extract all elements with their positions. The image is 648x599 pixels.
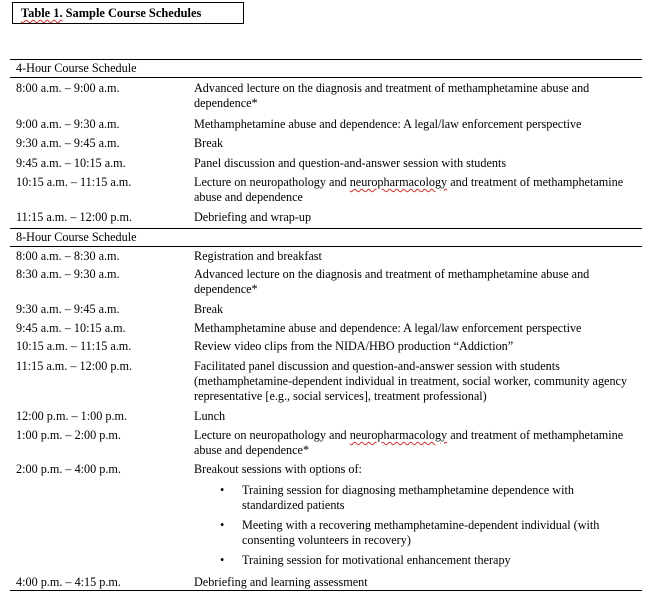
activity-cell: Lunch (194, 409, 226, 423)
schedule-table (10, 59, 642, 590)
section-header-8-hour: 8-Hour Course Schedule (10, 228, 642, 247)
table-row (10, 359, 642, 409)
section-header-4-hour: 4-Hour Course Schedule (10, 59, 642, 78)
activity-text: and treatment of methamphetamine abuse and dependence* (194, 428, 624, 457)
table-row (10, 78, 642, 117)
table-row (10, 339, 642, 359)
activity-cell (194, 175, 642, 210)
time-cell: 8:00 a.m. – 8:30 a.m. (16, 249, 120, 263)
time-cell: 9:30 a.m. – 9:45 a.m. (16, 302, 120, 316)
time-cell: 1:00 p.m. – 2:00 p.m. (16, 428, 121, 442)
activity-cell: Break (194, 302, 224, 316)
table-title: Sample Course Schedules (62, 6, 202, 20)
activity-text: Breakout sessions with options of: (194, 462, 362, 476)
table-bottom-rule (10, 590, 642, 591)
time-cell: 9:00 a.m. – 9:30 a.m. (16, 117, 120, 131)
time-cell: 9:30 a.m. – 9:45 a.m. (16, 136, 120, 150)
list-item: • Meeting with a recovering methamphetamine-dependent individual (with consenting volunteers in recovery) (242, 518, 638, 548)
time-cell: 10:15 a.m. – 11:15 a.m. (16, 339, 132, 353)
activity-cell: Panel discussion and question-and-answer session with students (194, 156, 507, 170)
time-cell: 11:15 a.m. – 12:00 p.m. (16, 210, 133, 224)
table-row (10, 136, 642, 156)
activity-text-flagged: neuropharmacology (349, 175, 448, 189)
breakout-options-list (194, 483, 638, 568)
activity-cell: Methamphetamine abuse and dependence: A legal/law enforcement perspective (194, 117, 582, 131)
activity-cell: Debriefing and learning assessment (194, 575, 368, 589)
activity-cell (194, 462, 642, 575)
activity-cell: Facilitated panel discussion and question-and-answer session with students (methamphetamine-dependent individual in treatment, social worker, community agency representative [e.g., social services], treatment professional) (194, 359, 628, 403)
activity-text: Lecture on neuropathology and (194, 428, 350, 442)
list-item: • Training session for diagnosing methamphetamine dependence with standardized patients (242, 483, 638, 513)
table-row (10, 117, 642, 136)
activity-cell (194, 428, 642, 462)
time-cell: 4:00 p.m. – 4:15 p.m. (16, 575, 121, 589)
activity-cell: Registration and breakfast (194, 249, 322, 263)
list-item: • Training session for motivational enhancement therapy (242, 553, 638, 568)
time-cell: 9:45 a.m. – 10:15 a.m. (16, 321, 126, 335)
time-cell: 8:30 a.m. – 9:30 a.m. (16, 267, 120, 281)
activity-text: and treatment of methamphetamine abuse and dependence (194, 175, 624, 204)
table-row (10, 302, 642, 321)
table-row (10, 428, 642, 462)
time-cell: 8:00 a.m. – 9:00 a.m. (16, 81, 120, 95)
activity-text-flagged: neuropharmacology (349, 428, 448, 442)
activity-cell: Review video clips from the NIDA/HBO production “Addiction” (194, 339, 514, 353)
table-row (10, 175, 642, 210)
activity-cell: Advanced lecture on the diagnosis and treatment of methamphetamine abuse and dependence* (194, 81, 590, 110)
time-cell: 9:45 a.m. – 10:15 a.m. (16, 156, 126, 170)
table-row (10, 575, 642, 590)
table-row (10, 321, 642, 339)
table-row (10, 409, 642, 428)
time-cell: 2:00 p.m. – 4:00 p.m. (16, 462, 121, 476)
table-row (10, 156, 642, 175)
activity-cell: Debriefing and wrap-up (194, 210, 312, 224)
time-cell: 10:15 a.m. – 11:15 a.m. (16, 175, 132, 189)
activity-text: Lecture on neuropathology and (194, 175, 350, 189)
time-cell: 11:15 a.m. – 12:00 p.m. (16, 359, 133, 373)
activity-cell: Methamphetamine abuse and dependence: A legal/law enforcement perspective (194, 321, 582, 335)
table-caption (12, 2, 244, 24)
time-cell: 12:00 p.m. – 1:00 p.m. (16, 409, 128, 423)
table-row (10, 267, 642, 302)
table-row (10, 247, 642, 267)
table-row (10, 210, 642, 228)
table-label: Table 1. (21, 6, 63, 20)
activity-cell: Break (194, 136, 224, 150)
table-row (10, 462, 642, 575)
activity-cell: Advanced lecture on the diagnosis and treatment of methamphetamine abuse and dependence* (194, 267, 590, 296)
